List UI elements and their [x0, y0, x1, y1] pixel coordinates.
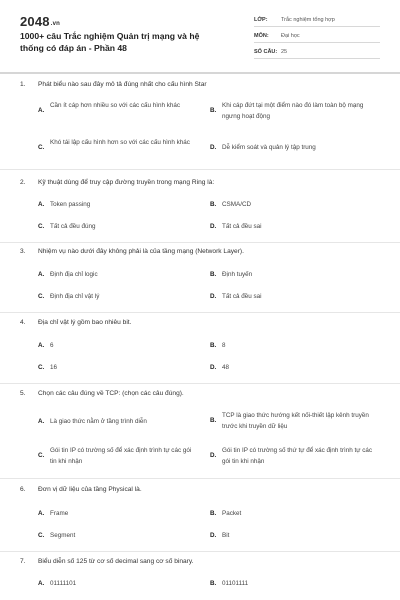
- meta-value: 25: [281, 48, 288, 55]
- option-b[interactable]: [210, 410, 382, 432]
- option-letter: B.: [210, 580, 217, 587]
- option-text: Khi cáp đứt tại một điểm nào đó làm toàn bộ mạng ngưng hoạt động: [222, 102, 364, 120]
- option-a[interactable]: [38, 100, 198, 122]
- question-text: Chọn các câu đúng về TCP: (chọn các câu đúng).: [38, 390, 184, 397]
- meta-row-class: [254, 13, 380, 27]
- question-text: Kỹ thuật dùng để truy cập đường truyền trong mạng Ring là:: [38, 179, 215, 186]
- meta-label: SỐ CÂU:: [254, 48, 278, 55]
- question-number: 6.: [20, 486, 26, 493]
- question-number: 7.: [20, 558, 26, 565]
- site-logo[interactable]: [20, 14, 60, 29]
- logo-text: 2048: [20, 14, 50, 29]
- option-letter: C.: [38, 223, 45, 230]
- option-text: 16: [50, 364, 58, 371]
- question-divider: [0, 551, 400, 552]
- option-a[interactable]: [38, 508, 198, 519]
- option-text: Dễ kiểm soát và quản lý tập trung: [222, 144, 316, 151]
- option-text: Định địa chỉ logic: [50, 271, 98, 278]
- option-a[interactable]: [38, 416, 198, 427]
- option-c[interactable]: [38, 291, 198, 302]
- question-text: Nhiệm vụ nào dưới đây không phải là của tầng mạng (Network Layer).: [38, 248, 244, 255]
- option-text: Bit: [222, 532, 230, 539]
- option-d[interactable]: [210, 445, 382, 467]
- option-text: Định tuyến: [222, 271, 253, 278]
- meta-row-count: [254, 45, 380, 59]
- meta-label: MÔN:: [254, 32, 269, 39]
- option-text: Tất cả đều sai: [222, 293, 262, 300]
- option-c[interactable]: [38, 362, 198, 373]
- question-text: Đơn vị dữ liệu của tầng Physical là.: [38, 486, 142, 493]
- option-letter: C.: [38, 144, 45, 151]
- question-number: 5.: [20, 390, 26, 397]
- option-text: Gói tin IP có trường số thứ tự để xác định trình tự các gói tin khi nhận: [222, 447, 373, 465]
- question-number: 4.: [20, 319, 26, 326]
- question-7: [20, 558, 384, 565]
- option-letter: C.: [38, 293, 45, 300]
- option-text: Tất cả đều đúng: [50, 223, 96, 230]
- question-divider: [0, 478, 400, 479]
- question-text: Địa chỉ vật lý gồm bao nhiêu bit.: [38, 319, 132, 326]
- option-text: Token passing: [50, 201, 91, 208]
- option-d[interactable]: [210, 530, 382, 541]
- option-text: Gói tin IP có trường số để xác định trình tự các gói tin khi nhận: [50, 447, 192, 465]
- question-5: [20, 390, 384, 397]
- option-b[interactable]: [210, 578, 382, 589]
- option-a[interactable]: [38, 578, 198, 589]
- option-text: 6: [50, 342, 54, 349]
- question-divider: [0, 169, 400, 170]
- option-a[interactable]: [38, 269, 198, 280]
- option-letter: A.: [38, 271, 45, 278]
- option-letter: A.: [38, 201, 45, 208]
- meta-value: Đại học: [281, 32, 300, 39]
- option-letter: D.: [210, 144, 217, 151]
- option-letter: C.: [38, 452, 45, 459]
- option-text: Cần ít cáp hơn nhiều so với các cấu hình khác: [50, 102, 181, 109]
- option-b[interactable]: [210, 199, 382, 210]
- question-divider: [0, 383, 400, 384]
- page-title: 1000+ câu Trắc nghiệm Quản trị mạng và hệ thống có đáp án - Phần 48: [20, 31, 200, 53]
- option-text: Frame: [50, 510, 69, 517]
- option-c[interactable]: [38, 137, 198, 159]
- question-number: 3.: [20, 248, 26, 255]
- question-3: [20, 248, 384, 255]
- option-letter: D.: [210, 293, 217, 300]
- option-letter: C.: [38, 532, 45, 539]
- option-text: 48: [222, 364, 230, 371]
- option-c[interactable]: [38, 221, 198, 232]
- question-divider: [0, 312, 400, 313]
- question-text: Phát biểu nào sau đây mô tả đúng nhất cho cấu hình Star: [38, 81, 207, 88]
- question-divider: [0, 242, 400, 243]
- option-letter: A.: [38, 107, 45, 114]
- option-letter: B.: [210, 271, 217, 278]
- logo-suffix: .vn: [50, 21, 61, 27]
- option-a[interactable]: [38, 199, 198, 210]
- option-letter: D.: [210, 452, 217, 459]
- question-number: 1.: [20, 81, 26, 88]
- option-letter: D.: [210, 223, 217, 230]
- option-d[interactable]: [210, 142, 382, 153]
- option-b[interactable]: [210, 269, 382, 280]
- option-text: Khó tái lập cấu hình hơn so với các cấu hình khác: [50, 139, 190, 146]
- option-text: Là giao thức nằm ở tầng trình diễn: [50, 418, 147, 425]
- option-letter: A.: [38, 342, 45, 349]
- option-c[interactable]: [38, 445, 198, 467]
- question-2: [20, 179, 384, 186]
- meta-box: [254, 13, 380, 59]
- meta-label: LỚP:: [254, 16, 268, 23]
- option-text: Định địa chỉ vật lý: [50, 293, 100, 300]
- option-text: 01101111: [222, 580, 249, 587]
- option-letter: C.: [38, 364, 45, 371]
- option-letter: B.: [210, 510, 217, 517]
- option-b[interactable]: [210, 340, 382, 351]
- option-text: TCP là giao thức hướng kết nối-thiết lập kênh truyền trước khi truyền dữ liệu: [222, 412, 369, 430]
- option-letter: A.: [38, 510, 45, 517]
- option-letter: D.: [210, 364, 217, 371]
- option-letter: B.: [210, 107, 217, 114]
- option-text: 01111101: [50, 580, 77, 587]
- page-header: [0, 0, 400, 72]
- option-a[interactable]: [38, 340, 198, 351]
- option-text: CSMA/CD: [222, 201, 252, 208]
- option-d[interactable]: [210, 362, 382, 373]
- question-text: Biểu diễn số 125 từ cơ số decimal sang cơ số binary.: [38, 558, 194, 565]
- option-b[interactable]: [210, 508, 382, 519]
- option-b[interactable]: [210, 100, 382, 122]
- option-c[interactable]: [38, 530, 198, 541]
- question-1: [20, 81, 384, 88]
- question-4: [20, 319, 384, 326]
- option-letter: B.: [210, 201, 217, 208]
- option-text: Tất cả đều sai: [222, 223, 262, 230]
- option-d[interactable]: [210, 291, 382, 302]
- option-letter: A.: [38, 580, 45, 587]
- question-6: [20, 486, 384, 493]
- header-divider: [0, 72, 400, 74]
- option-letter: B.: [210, 342, 217, 349]
- option-text: 8: [222, 342, 226, 349]
- meta-row-subject: [254, 29, 380, 43]
- option-letter: A.: [38, 418, 45, 425]
- option-letter: B.: [210, 417, 217, 424]
- option-d[interactable]: [210, 221, 382, 232]
- question-number: 2.: [20, 179, 26, 186]
- option-letter: D.: [210, 532, 217, 539]
- option-text: Packet: [222, 510, 242, 517]
- meta-value: Trắc nghiệm tổng hợp: [281, 16, 335, 23]
- option-text: Segment: [50, 532, 76, 539]
